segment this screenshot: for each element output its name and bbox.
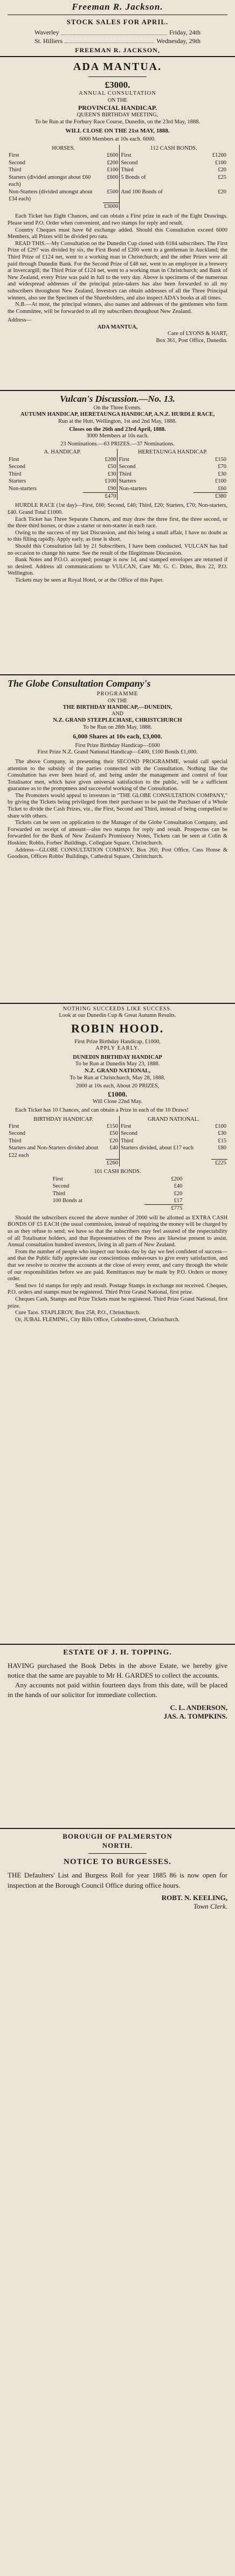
- ada-amount: £3000.: [105, 79, 130, 90]
- divider: [0, 1644, 235, 1645]
- topping-notice: ESTATE OF J. H. TOPPING. HAVING purchased the Book Debts in the above Estate, we hereby give notice that the same are payable to Mr H. GARDES to collect the accounts. Any accounts not paid within fourteen days from this date, will be placed in the hands of our solicitor for immediate collection. C. L. ANDERSON, JAS. A. TOMPKINS.: [8, 1649, 227, 1721]
- divider: [0, 390, 235, 391]
- jackson-sale-2: St. Hilliers Wednesday, 29th: [34, 37, 201, 45]
- ada-closes: WILL CLOSE ON THE 21st MAY, 1888.: [65, 128, 170, 135]
- divider: [0, 674, 235, 675]
- divider: [0, 1003, 235, 1004]
- ada-cup: PROVINCIAL HANDICAP.: [78, 103, 157, 111]
- divider: [0, 1828, 235, 1829]
- ada-birthday: QUEEN'S BIRTHDAY MEETING,: [77, 112, 158, 118]
- jackson-auctioneer: FREEMAN R. JACKSON,: [75, 46, 160, 54]
- robin-prize-table: BIRTHDAY HANDICAP. GRAND NATIONAL. First £150 First £100 Second £50 Second £30 Third £20 Third £15 Starters and Non-Starters divided about £22 each £40 Starters divided, about £17 each £80 £260 £225: [9, 1116, 226, 1166]
- jackson-name: Freeman R. Jackson.: [72, 2, 163, 12]
- vulcan-prize-table: A. HANDICAP. HERETAUNGA HANDICAP. First £200 First £150 Second £50 Second £70 Third £30 Third £30 Starters £100 Starters £100 Non-starters £90 Non-starters £60 £470 £380: [9, 449, 226, 499]
- jackson-heading: STOCK SALES FOR APRIL.: [66, 17, 169, 26]
- globe-title: The Globe Consultation Company's: [8, 678, 151, 689]
- vulcan-title: Vulcan's Discussion.—No. 13.: [60, 394, 175, 404]
- ada-prize-table: HORSES. 112 CASH BONDS. First £600 First £1200 Second £200 Second £100 Third £100 Third £20 Starters (divided amongst about £60 each) £600 5 Bonds of £25 Non-Starters (divided amongst about £34 each) £500 And 100 Bonds of £20 £3000: [9, 145, 226, 210]
- ada-run-at: To be Run at the Forbury Race Course, Dunedin, on the 23rd May, 1888.: [34, 118, 201, 125]
- jackson-sale-1: Waverley Friday, 24th: [34, 29, 201, 37]
- robin-cash-table: First £200 Second £40 Third £20 100 Bonds at £17 £775: [52, 1176, 183, 1212]
- borough-notice: BOROUGH OF PALMERSTON NORTH. NOTICE TO BURGESSES. THE Defaulters' List and Burgess Roll for year 1885 86 is now open for inspection at the Borough Council Office during office hours. ROBT. N. KEELING, Town Clerk.: [8, 1832, 227, 1911]
- topping-body-2: Any accounts not paid within fourteen days from this date, will be placed in the hands of our solicitor for immediate collection.: [8, 1681, 227, 1699]
- robin-hood-ad: NOTHING SUCCEEDS LIKE SUCCESS. Look at our Dunedin Cup & Great Autumn Results. ROBIN HOOD. First Prize Birthday Handicap, £1000, APPLY EARLY. DUNEDIN BIRTHDAY HANDICAP To be Run at Dunedin May 23, 1888. N.Z. GRAND NATIONAL, To be Run at Christchurch, May 28, 1888. 2000 at 10s each, About 20 PRIZES, £1000. Will Close 22nd May. Each Ticket has 10 Chances, and can obtain a Prize in each of the 10 Draws! BIRTHDAY HANDICAP. GRAND NATIONAL. First £150 First £100 Second £50 Second £30 Third £20 Third £15 Starters and Non-Starters divided about £22 each £40 Starters divided, about £17 each £80 £260 £225 101 CASH BONDS. First £200 Second £40 Third £20 100 Bonds at £17 £775 Should the subscribers exceed the above number of 2000 will be allotted as EXTRA CASH BONDS OF £5 EACH (the usual commission, instead of requiring the money will be charged by us as they refuse to send; we have so that the subscribers may feel assured of the respectability of all Totalisator holders, and that Representatives of the Press are likewise present to assist. Annual consultation hundred investors, living in all parts of New Zealand. From the number of people who inspect our books day by day we feel confident of success—and that the Public fully appreciate our conscientious endeavours to give every satisfaction, and that we resolve to receive the accounts at the close of every event, and carry through the whole of our responsibilities before we are paid. Remittances may be made by P.O. Orders or money order. Send two 1d stamps for reply and result. Postage Stamps in exchange not received. Cheques, P.O. orders and stamps must be registered. Third Prize Grand National, first prize. Cheques Cash, Stamps and Prize Tickets must be registered. Third Prize Grand National, first prize. Cure Taos. STAPLEROY, Box 258, P.O., Christchurch. Or, JUBAL FLEMING, City Bills Office, Colombo-street, Christchurch.: [8, 1006, 227, 1323]
- ada-shares: 6000 Members at 10s each. 6000.: [79, 136, 156, 143]
- jackson-ad: [0, 0, 235, 54]
- ada-on-the: ON THE: [107, 97, 128, 103]
- ada-consultation: ANNUAL CONSULTATION: [79, 90, 156, 97]
- divider: [0, 56, 235, 57]
- globe-ad: The Globe Consultation Company's PROGRAMME ON THE THE BIRTHDAY HANDICAP,—DUNEDIN, AND N.Z. GRAND STEEPLECHASE, CHRISTCHURCH To be Run on 28th May, 1888. 6,000 Shares at 10s each, £3,000. First Prize Birthday Handicap—£600 First Prize N.Z. Grand National Handicap—£400, £100 Bonds £1,000. The above Company, in presenting their SECOND PROGRAMME, would call special attention to the subsidy of the parties connected with the Consultation. Nothing like the Consultation has ever been heard of, and being under the management and control of four Totalisator men, which have given universal satisfaction to the public, will be a sufficient guarantee as to the promptness and successful working of the Consultation. The Promoters would appeal to investors in "THE GLOBE CONSULTATION COMPANY," by giving the Tickets being privileged from their purchaser to be paid the Purchaser of a Whole Ticket to divide the Cash Prizes, viz., the First, Second and Third, instead of being compelled to share with others. Tickets can be seen on application to the Manager of the Globe Consultation Company, and Forwarded on receipt of amount—also two stamps for reply and result. Prospectus can be forwarded for the Bank of New Zealand's Promissory Notes, Tickets can be seen at Colin & Hoskins; Robbs, Forbes' Buildings, Collegiate Square, Christchurch. Address—GLOBE CONSULTATION COMPANY, Box 260, Post Office, Cass Honse & Goodson, Offices Robbs' Buildings, Cathedral Square, Christchurch.: [8, 678, 227, 860]
- borough-notice-title: NOTICE TO BURGESSES.: [64, 1858, 171, 1867]
- borough-body: THE Defaulters' List and Burgess Roll for year 1885 86 is now open for inspection at the Borough Council Office during office hours.: [8, 1871, 227, 1889]
- topping-title: ESTATE OF J. H. TOPPING.: [63, 1649, 172, 1657]
- ada-title: ADA MANTUA.: [73, 61, 162, 73]
- ada-address-label: Address—: [8, 317, 32, 324]
- robin-title: ROBIN HOOD.: [71, 1022, 164, 1036]
- ada-mantua-ad: ADA MANTUA. £3000. ANNUAL CONSULTATION ON THE PROVINCIAL HANDICAP. QUEEN'S BIRTHDAY MEETING, To be Run at the Forbury Race Course, Dunedin, on the 23rd May, 1888. WILL CLOSE ON THE 21st MAY, 1888. 6000 Members at 10s each. 6000. HORSES. 112 CASH BONDS. First £600 First £1200 Second £200 Second £100 Third £100 Third £20 Starters (divided amongst about £60 each) £600 5 Bonds of £25 Non-Starters (divided amongst about £34 each) £500 And 100 Bonds of £20 £3000 Each Ticket has Eight Chances, and can obtain a First prize in each of the Eight Drawings. Please send P.O. Order when convenient, and two stamps for reply and result. Country Cheques must have 6d exchange added. Should this Consultation exceed 6000 Members, all Prizes will be divided pro rata. READ THIS.—My Consultation on the Dunedin Cup closed with 6184 subscribers. The First Prize of £297 was divided by six, the First Bond of £200 went to a gentleman in Auckland; the Third Prize of £124 net, went to a working man in Christchurch; and the other Prizes were all paid through Dunedin Bank. For the Second Prize of £48 net, went to an employee in a brewery at Invercargill; the Third Prize of £124 net, went to a working man in Christchurch; and Bank of New Zealand, every Prize was paid in full to the very day. Above is specimens of the numerous and widespread addresses of the principal prize-takers has also been forwarded to all my subscribers throughout New Zealand, Investors can obtain addresses of all the Three Principal winners, also see the Specimen of the Shareholders, and also inspect ADA's books at all times. N.B.—At most, the principal winners, also names and addresses of the gentlemen who form the Committee, will be forwarded to all my subscribers throughout New Zealand. Address— ADA MANTUA, Care of LYONS & HART, Box 361, Post Office, Dunedin.: [8, 61, 227, 344]
- topping-body: HAVING purchased the Book Debts in the above Estate, we hereby give notice that the same are payable to Mr H. GARDES to collect the accounts.: [8, 1661, 227, 1680]
- vulcan-ad: Vulcan's Discussion.—No. 13. On the Three Events. AUTUMN HANDICAP, HERETAUNGA HANDICAP, A.N.Z. HURDLE RACE, Run at the Hutt, Wellington, 1st and 2nd May, 1888. Closes on the 26th and 23rd April, 1888. 3000 Members at 10s each. 23 Nominations.—63 PRIZES.—37 Nominations. A. HANDICAP. HERETAUNGA HANDICAP. First £200 First £150 Second £50 Second £70 Third £30 Third £30 Starters £100 Starters £100 Non-starters £90 Non-starters £60 £470 £380 HURDLE RACE (1st day)—First, £60; Second, £40; Third, £20; Starters, £70; Non-starters, £40. Grand Total £1000. Each Ticket has Three Separate Chances, and may draw the three first, the three second, or the three third horses, or draw a starter or non-starter in each race. Owing to the success of my last Discussion, and this being a small affair, I have no doubt as to this filling rapidly. Apply early, as time is short. Should this Consultation fail by 21 Subscribers, I have been conducted, VULCAN has had no occasion to change his name. See the result of the Illegitimate Discussion. Bank Notes and P.O.O. accepted; postage is now 1d, and stamped envelopes are returned if so desired. Address all communications to VULCAN, Care Mr. G. C. Dries, Box 22, P.O. Wellington. Tickets may be seen at Royal Hotel, or at the Office of this Paper.: [8, 394, 227, 583]
